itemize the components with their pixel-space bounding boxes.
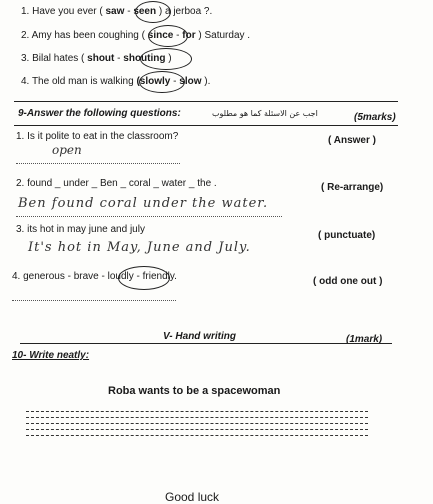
answer-question-1: 1. Is it polite to eat in the classroom?	[16, 131, 179, 142]
answer-circle-seen	[135, 1, 171, 23]
handwritten-answer-3: It's hot in May, June and July.	[28, 240, 251, 255]
section-9-marks: (5marks)	[354, 112, 396, 123]
handwritten-answer-1: open	[52, 143, 82, 157]
question-1: 1. Have you ever ( saw - seen ) a jerboa ?.	[21, 6, 213, 17]
answer-circle-loudly	[118, 266, 170, 290]
answer-circle-since	[148, 25, 188, 47]
handwriting-sentence: Roba wants to be a spacewoman	[108, 385, 281, 397]
section-9-rule-top	[14, 101, 398, 102]
answer-question-3: 3. its hot in may june and july	[16, 224, 145, 235]
question-4: 4. The old man is walking (slowly - slow ).	[21, 76, 211, 87]
answer-question-2: 2. found _ under _ Ben _ coral _ water _ the .	[16, 178, 217, 189]
question-2: 2. Amy has been coughing ( since - for ) Saturday .	[21, 30, 251, 41]
section-5-marks: (1mark)	[346, 334, 383, 345]
answer-circle-slowly	[139, 71, 185, 93]
writing-line-4	[26, 429, 368, 430]
section-9-title: 9-Answer the following questions:	[18, 108, 181, 119]
section-5-title: V- Hand writing	[163, 331, 236, 342]
writing-line-2	[26, 417, 368, 418]
answer-line-4	[12, 300, 176, 301]
answer-tag-4: ( odd one out )	[313, 276, 383, 287]
section-9-arabic: اجب عن الاسئلة كما هو مطلوب	[212, 109, 318, 118]
section-10-title: 10- Write neatly:	[12, 350, 90, 361]
answer-tag-2: ( Re-arrange)	[321, 182, 384, 193]
writing-line-5	[26, 435, 368, 436]
section-9-rule-bottom	[14, 125, 398, 126]
answer-question-4: 4. generous - brave - loudly - friendly.	[12, 271, 177, 282]
answer-line-2	[16, 216, 282, 217]
answer-circle-shouting	[140, 48, 192, 70]
writing-line-1	[26, 411, 368, 412]
answer-line-1	[16, 163, 180, 164]
writing-line-3	[26, 423, 368, 424]
answer-tag-1: ( Answer )	[328, 135, 376, 146]
footer-good-luck: Good luck	[165, 490, 220, 504]
section-5-rule	[20, 343, 392, 344]
answer-tag-3: ( punctuate)	[318, 230, 376, 241]
question-3: 3. Bilal hates ( shout - shouting )	[21, 53, 172, 64]
handwritten-answer-2: Ben found coral under the water.	[18, 196, 269, 211]
